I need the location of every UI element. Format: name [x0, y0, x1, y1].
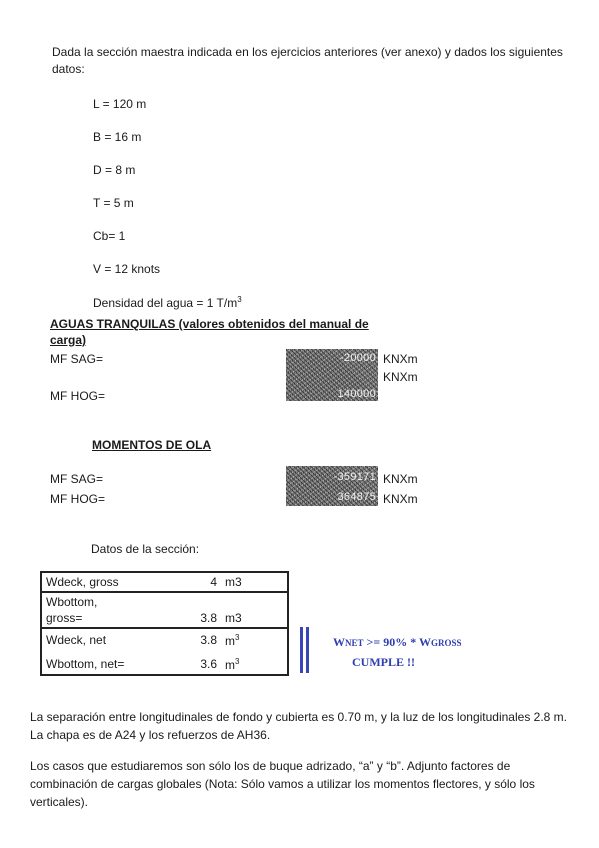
param-block-coefficient: Cb= 1 [93, 229, 126, 243]
wave-sag-unit: KNXm [383, 472, 418, 486]
row-name: Wbottom, net= [46, 656, 125, 671]
calm-hog-value: 140000 [337, 388, 376, 400]
row-unit-exponent: 3 [235, 633, 240, 642]
row-name-line2: gross= [46, 611, 83, 625]
param-length: L = 120 m [93, 97, 147, 111]
param-density [93, 292, 242, 311]
calm-water-heading-cont: carga) [50, 333, 87, 347]
density-exponent: 3 [237, 295, 242, 304]
row-name: Wdeck, net [41, 628, 185, 650]
density-label: Densidad del agua = 1 T/m [93, 296, 238, 310]
calm-values-box [286, 349, 378, 401]
row-unit-base: m [225, 634, 235, 648]
row-value: 3.6 [200, 656, 217, 671]
wave-hog-value: 364875 [337, 491, 376, 503]
check-result: CUMPLE !! [352, 655, 415, 669]
spacing-paragraph: La separación entre longitudinales de fondo y cubierta es 0.70 m, y la luz de los longitudinales 2.8 m. La chapa es de A24 y los refuerzos de AH36. [30, 710, 567, 742]
table-row [41, 572, 288, 592]
table-row [41, 650, 288, 675]
calm-water-heading: AGUAS TRANQUILAS (valores obtenidos del manual de [50, 317, 369, 331]
section-caption: Datos de la sección: [91, 542, 200, 556]
calm-sag-value: -20000 [339, 352, 376, 364]
modulus-check [333, 635, 462, 650]
row-unit-exponent: 3 [235, 657, 240, 666]
param-beam: B = 16 m [93, 130, 142, 144]
wave-hog-unit: KNXm [383, 492, 418, 506]
table-row [41, 628, 288, 650]
section-table [40, 571, 289, 676]
row-value: 3.8 [185, 628, 221, 650]
row-value: 4 [210, 575, 217, 589]
row-value: 3.8 [185, 592, 221, 628]
param-depth: D = 8 m [93, 163, 136, 177]
wave-values-box [286, 466, 378, 506]
wave-sag-label: MF SAG= [50, 472, 104, 486]
row-unit: m3 [225, 575, 242, 589]
calm-sag-label: MF SAG= [50, 352, 104, 366]
row-name-line1: Wbottom, [46, 595, 98, 609]
wave-hog-label: MF HOG= [50, 492, 106, 506]
param-draft: T = 5 m [93, 196, 134, 210]
net-subscript: NET [345, 638, 364, 648]
calm-hog-unit: KNXm [383, 370, 418, 384]
table-row [41, 592, 288, 628]
row-unit: m3 [221, 592, 288, 628]
w-symbol: W [333, 635, 345, 649]
intro-text: Dada la sección maestra indicada en los ejercicios anteriores (ver anexo) y dados los siguientes datos: [52, 45, 563, 76]
load-cases-paragraph: Los casos que estudiaremos son sólo los de buque adrizado, “a” y “b”. Adjunto factores de combinación de cargas globales (Nota: Sólo vamos a utilizar los momentos flectores, y sólo los verticales). [30, 759, 535, 809]
wave-moments-heading: MOMENTOS DE OLA [92, 438, 212, 452]
check-operator: >= 90% * W [363, 635, 431, 649]
calm-hog-label: MF HOG= [50, 389, 106, 403]
row-unit [221, 650, 288, 675]
row-unit-base: m [225, 658, 235, 672]
row-name: Wdeck, gross [46, 575, 119, 589]
row-unit [221, 628, 288, 650]
wave-sag-value: -359171 [333, 471, 376, 483]
row-name [41, 592, 185, 628]
gross-subscript: GROSS [430, 638, 462, 648]
check-bar-left [300, 627, 303, 673]
check-bar-right [306, 627, 309, 673]
param-speed: V = 12 knots [93, 262, 161, 276]
calm-sag-unit: KNXm [383, 352, 418, 366]
